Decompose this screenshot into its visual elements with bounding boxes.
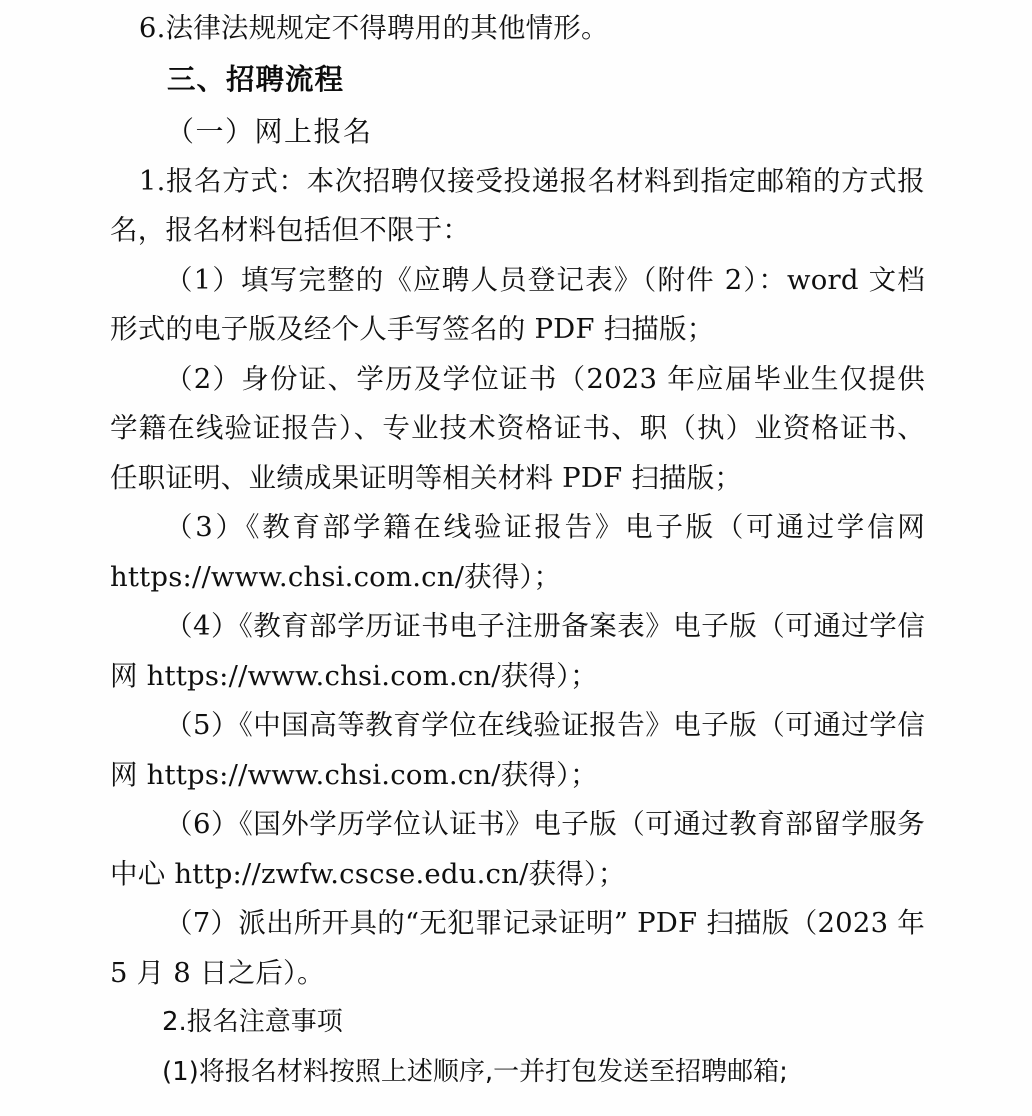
paragraph-item-7-no-criminal-record: （7）派出所开具的“无犯罪记录证明” PDF 扫描版（2023 年 5 月 8 日之后）。 <box>110 907 925 989</box>
paragraph-item-4-degree-registration-form: （4）《教育部学历证书电子注册备案表》电子版（可通过学信网 https://www.chsi.com.cn/获得）； <box>110 610 925 692</box>
paragraph-item-5-degree-verification-report: （5）《中国高等教育学位在线验证报告》电子版（可通过学信网 https://www.chsi.com.cn/获得）； <box>110 709 925 791</box>
paragraph-item-6-overseas-degree-certification: （6）《国外学历学位认证书》电子版（可通过教育部留学服务中心 http://zwfw.cscse.edu.cn/获得）； <box>110 808 925 890</box>
subsection-heading-online-registration: （一）网上报名 <box>166 114 373 148</box>
paragraph-item-2-id-and-degree: （2）身份证、学历及学位证书（2023 年应届毕业生仅提供学籍在线验证报告）、专业技术资格证书、职（执）业资格证书、任职证明、业绩成果证明等相关材料 PDF 扫描版； <box>110 362 925 494</box>
section-heading-recruitment-process: 三、招聘流程 <box>167 62 345 96</box>
paragraph-item-1-registration-form: （1）填写完整的《应聘人员登记表》（附件 2）：word 文档形式的电子版及经个人手写签名的 PDF 扫描版； <box>110 263 925 345</box>
paragraph-registration-notes-heading: 2.报名注意事项 <box>162 1007 343 1037</box>
paragraph-note-1: (1)将报名材料按照上述顺序,一并打包发送至招聘邮箱; <box>162 1056 788 1087</box>
paragraph-item-6: 6.法律法规规定不得聘用的其他情形。 <box>138 12 609 44</box>
paragraph-item-3-student-status-report: （3）《教育部学籍在线验证报告》电子版（可通过学信网 https://www.chsi.com.cn/获得）； <box>110 511 925 593</box>
paragraph-registration-method: 1.报名方式：本次招聘仅接受投递报名材料到指定邮箱的方式报名，报名材料包括但不限于： <box>110 164 925 246</box>
document-body <box>110 4 925 1097</box>
